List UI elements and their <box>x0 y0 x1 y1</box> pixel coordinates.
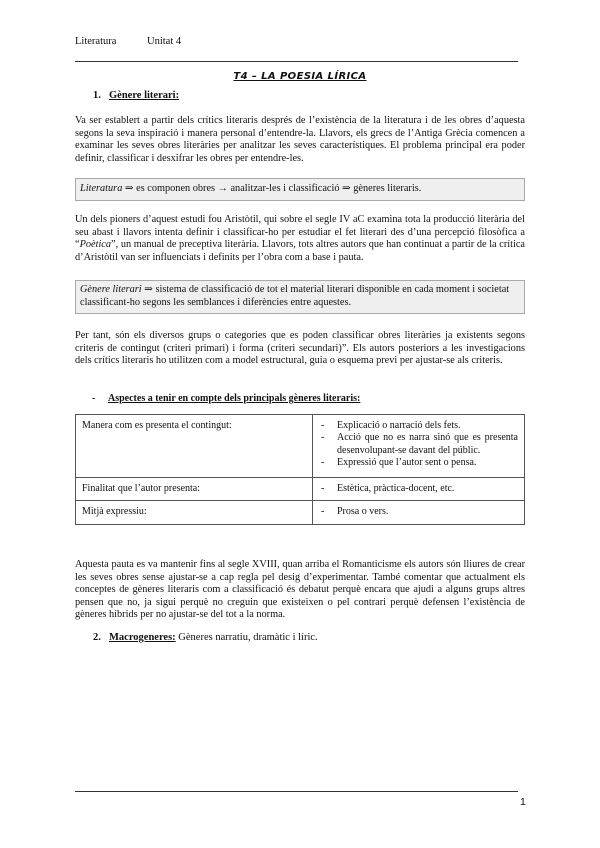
header-subject: Literatura <box>75 36 117 47</box>
header-rule <box>75 61 518 62</box>
page-header <box>75 36 525 50</box>
definition-box-genere <box>75 280 525 314</box>
table-row <box>76 478 525 501</box>
definition-box-literatura <box>75 178 525 201</box>
table-cell-label: Finalitat que l’autor presenta: <box>76 478 313 501</box>
section-heading-2 <box>93 632 318 645</box>
value-list <box>319 483 518 495</box>
list-item: - Explicació o narració dels fets. <box>319 420 518 432</box>
table-row <box>76 415 525 478</box>
section-description: Gèneres narratiu, dramàtic i líric. <box>175 632 318 643</box>
list-item: - Estètica, pràctica-docent, etc. <box>319 483 518 495</box>
table-cell-values <box>313 501 525 524</box>
definition-text: ⇒ es componen obres → analitzar-les i classificació ⇒ gèneres literaris. <box>122 183 422 194</box>
section-title: Macrogeneres: <box>109 632 176 643</box>
work-title: Poètica <box>79 239 112 251</box>
value-list <box>319 420 518 470</box>
table-row <box>76 501 525 524</box>
paragraph-4: Aquesta pauta es va mantenir fins al segle XVIII, quan arriba el Romanticisme els autors són lliures de crear les seves obres sense ajustar-se a cap regla pel desig d’experimentar. També comentar que actualment els conceptes de gèneres literaris com a classificació és debatut perquè encara que ajudi a alguns grups altres pensen que no, ja sigui perquè no creguin que existeixen o pel contrari perquè defensen l’existència de gèneres híbrids per no ajustar-se del tot a la norma. <box>75 559 525 621</box>
table-cell-label: Mitjà expressiu: <box>76 501 313 524</box>
table-cell-values <box>313 415 525 478</box>
table-cell-values <box>313 478 525 501</box>
paragraph-3: Per tant, són els diversos grups o categories que es poden classificar obres literàries ja existents segons criteris de contingut (criteri primari) i forma (criteri secundari)”. Els autors posteriors a les investigacions dels crítics literaris ho utilitzen com a model estructural, guia o esquema previ per ajustar-se als criteris. <box>75 330 525 367</box>
section-title: Gènere literari: <box>109 90 180 101</box>
page-title: T4 – LA POESIA LÍRICA <box>233 71 367 82</box>
paragraph-1: Va ser establert a partir dels crítics literaris després de l’existència de la literatura i de les obres d’aquesta segons la seva inspiració i manera personal d’entendre-la. Llavors, els grecs de l’Antiga Grècia comencen a examinar les seves obres literàries per analitzar les seves característiques. El problema principal era poder definir, classificar i desxifrar les obres per entendre-les. <box>75 115 525 164</box>
definition-text: ⇒ sistema de classificació de tot el material literari disponible en cada moment i societat classificant-ho segons les semblances i diferències entre aquestes. <box>80 284 510 308</box>
section-heading-1 <box>93 90 179 103</box>
section-number: 2. <box>93 632 101 643</box>
document-page <box>75 0 525 848</box>
paragraph-2 <box>75 214 525 264</box>
header-unit: Unitat 4 <box>147 36 182 47</box>
paragraph-2-start: Un dels pioners d’aquest estudi fou Aristòtil, qui sobre el segle IV aC examina tota la producció literària del seu abast i llavors intenta definir i classificar-ho per estudiar el fet literari des d’una percepció filosòfica a “ <box>75 214 525 251</box>
aspects-heading <box>92 393 360 406</box>
list-item: - Prosa o vers. <box>319 506 518 518</box>
aspects-table <box>75 414 525 525</box>
definition-term: Gènere literari <box>80 284 142 295</box>
aspects-heading-text: Aspectes a tenir en compte dels principals gèneres literaris: <box>108 393 361 404</box>
bullet-dash: - <box>92 393 96 404</box>
value-list <box>319 506 518 518</box>
list-item: - Expressió que l’autor sent o pensa. <box>319 457 518 469</box>
page-number: 1 <box>520 796 526 808</box>
definition-term: Literatura <box>80 183 123 194</box>
footer-rule <box>75 791 518 792</box>
table-cell-label: Manera com es presenta el contingut: <box>76 415 313 478</box>
section-number: 1. <box>93 90 101 101</box>
list-item: - Acció que no es narra sinó que es presenta desenvolupant-se davant del públic. <box>319 432 518 457</box>
paragraph-2-end: ”, un manual de preceptiva literària. Llavors, tots altres autors que han continuat a partir de la crítica d’Aristòtil van ser influenciats i definits per l’obra com a base i pauta. <box>75 239 525 263</box>
